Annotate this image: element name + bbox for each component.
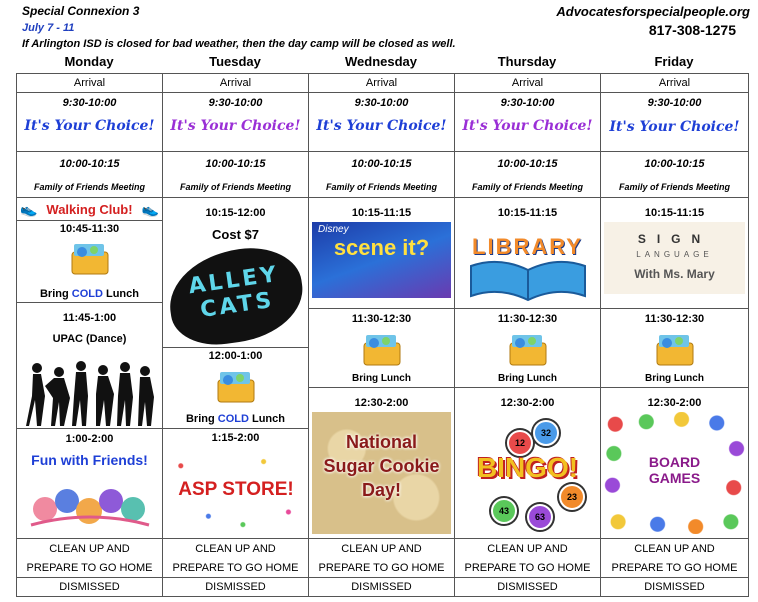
- dismissed-tuesday: DISMISSED: [162, 577, 309, 597]
- friends-jumping-icon: [25, 479, 155, 531]
- thursday-bingo: [454, 387, 601, 539]
- library-label: LIBRARY: [472, 234, 583, 259]
- upac-label: UPAC (Dance): [52, 333, 127, 345]
- sneaker-icon: 👟: [141, 201, 159, 217]
- thursday-library: [454, 197, 601, 309]
- bingo-ball: 43: [491, 498, 517, 524]
- choice-label: It's Your Choice!: [462, 118, 593, 134]
- bingo-label: BINGO!: [476, 452, 579, 483]
- upac-time: 11:45-1:00: [62, 312, 117, 324]
- bingo-ball: 12: [507, 430, 533, 456]
- meeting-monday: [16, 151, 163, 198]
- monday-upac: [16, 302, 163, 429]
- choice-wednesday: [308, 92, 455, 152]
- lunch-time: 11:30-12:30: [351, 313, 412, 325]
- lunch-time: 11:30-12:30: [497, 313, 558, 325]
- sign-with: With Ms. Mary: [634, 267, 715, 281]
- fun-label: Fun with Friends!: [31, 452, 148, 468]
- day-header-friday: Friday: [654, 54, 694, 69]
- meeting-time: 10:00-10:15: [205, 158, 266, 170]
- lunch-time: 10:45-11:30: [59, 223, 120, 235]
- lunch-note: Bring COLD Lunch: [185, 413, 285, 425]
- meeting-time: 10:00-10:15: [351, 158, 412, 170]
- store-label: ASP STORE!: [178, 479, 294, 500]
- scene-it-box: [312, 222, 451, 298]
- dismissed-wednesday: DISMISSED: [308, 577, 455, 597]
- dismissed-monday: DISMISSED: [16, 577, 163, 597]
- cleanup-thursday: CLEAN UP AND PREPARE TO GO HOME: [454, 538, 601, 578]
- choice-tuesday: [162, 92, 309, 152]
- meeting-label: Family of Friends Meeting: [179, 182, 291, 192]
- sign-language-card: [604, 222, 745, 294]
- lunchbox-icon: [506, 329, 550, 369]
- meeting-label: Family of Friends Meeting: [325, 182, 437, 192]
- lunch-note: Bring Lunch: [645, 373, 704, 384]
- friday-lunch: [600, 308, 749, 388]
- day-header-monday: Monday: [64, 54, 114, 69]
- choice-time: 9:30-10:00: [647, 97, 702, 109]
- lunch-note: Bring Lunch: [498, 373, 557, 384]
- cleanup-monday: CLEAN UP AND PREPARE TO GO HOME: [16, 538, 163, 578]
- store-time: 1:15-2:00: [211, 432, 260, 444]
- lunch-note: Bring COLD Lunch: [39, 288, 139, 300]
- cookie-label: National Sugar Cookie Day!: [323, 432, 440, 500]
- lunchbox-icon: [653, 329, 697, 369]
- meeting-time: 10:00-10:15: [644, 158, 705, 170]
- monday-fun: [16, 428, 163, 539]
- choice-time: 9:30-10:00: [500, 97, 555, 109]
- arrival-tuesday: Arrival: [162, 73, 309, 93]
- choice-thursday: [454, 92, 601, 152]
- friday-sign-language: [600, 197, 749, 309]
- board-time: 12:30-2:00: [647, 397, 702, 409]
- board-games-image: [604, 412, 745, 534]
- alley-cats-logo: [163, 241, 308, 348]
- phone-number: 817-308-1275: [648, 22, 736, 38]
- tuesday-store: [162, 428, 309, 539]
- library-time: 10:15-11:15: [497, 207, 558, 219]
- thursday-lunch: [454, 308, 601, 388]
- arrival-thursday: Arrival: [454, 73, 601, 93]
- walking-club-label: Walking Club!: [46, 202, 133, 217]
- wednesday-scene-it: [308, 197, 455, 309]
- sign-subtitle: LANGUAGE: [636, 250, 713, 259]
- alley-cost: Cost $7: [212, 227, 259, 242]
- sugar-cookie-image: [312, 412, 451, 534]
- cleanup-wednesday: CLEAN UP AND PREPARE TO GO HOME: [308, 538, 455, 578]
- lunchbox-icon: [68, 238, 112, 278]
- choice-label: It's Your Choice!: [609, 119, 740, 135]
- tuesday-lunch: [162, 347, 309, 429]
- sneaker-icon: 👟: [20, 201, 38, 217]
- scene-it-logo: scene it?: [333, 235, 430, 260]
- bingo-ball: 23: [559, 484, 585, 510]
- monday-lunch: [16, 220, 163, 303]
- arrival-wednesday: Arrival: [308, 73, 455, 93]
- fun-time: 1:00-2:00: [65, 433, 114, 445]
- day-header-tuesday: Tuesday: [209, 54, 261, 69]
- lunch-time: 11:30-12:30: [644, 313, 705, 325]
- choice-label: It's Your Choice!: [170, 118, 301, 134]
- meeting-friday: [600, 151, 749, 198]
- open-book-icon: [463, 256, 593, 302]
- weather-notice: If Arlington ISD is closed for bad weather, then the day camp will be closed as well.: [22, 38, 456, 50]
- choice-label: It's Your Choice!: [316, 118, 447, 134]
- arrival-friday: Arrival: [600, 73, 749, 93]
- meeting-time: 10:00-10:15: [497, 158, 558, 170]
- dismissed-friday: DISMISSED: [600, 577, 749, 597]
- bingo-time: 12:30-2:00: [500, 397, 555, 409]
- day-header-wednesday: Wednesday: [344, 54, 417, 69]
- scene-time: 10:15-11:15: [351, 207, 412, 219]
- meeting-label: Family of Friends Meeting: [618, 182, 730, 192]
- arrival-monday: Arrival: [16, 73, 163, 93]
- wednesday-lunch: [308, 308, 455, 388]
- cookie-time: 12:30-2:00: [354, 397, 409, 409]
- wednesday-cookie: [308, 387, 455, 539]
- cleanup-tuesday: CLEAN UP AND PREPARE TO GO HOME: [162, 538, 309, 578]
- day-header-thursday: Thursday: [497, 54, 557, 69]
- choice-monday: [16, 92, 163, 152]
- website[interactable]: Advocatesforspecialpeople.org: [556, 4, 750, 19]
- alley-time: 10:15-12:00: [205, 207, 266, 219]
- choice-friday: [600, 92, 749, 152]
- lunch-note: Bring Lunch: [352, 373, 411, 384]
- choice-label: It's Your Choice!: [24, 118, 155, 134]
- camp-title: Special Connexion 3: [22, 4, 140, 18]
- camp-dates: July 7 - 11: [22, 22, 75, 34]
- choice-time: 9:30-10:00: [354, 97, 409, 109]
- walking-club: [16, 197, 163, 221]
- board-line2: GAMES: [648, 470, 701, 486]
- meeting-wednesday: [308, 151, 455, 198]
- meeting-time: 10:00-10:15: [59, 158, 120, 170]
- lunchbox-icon: [214, 366, 258, 406]
- lunch-time: 12:00-1:00: [208, 350, 263, 362]
- choice-time: 9:30-10:00: [208, 97, 263, 109]
- choice-time: 9:30-10:00: [62, 97, 117, 109]
- alley-cats-text: ALLEY CATS: [187, 261, 281, 323]
- dismissed-thursday: DISMISSED: [454, 577, 601, 597]
- friday-board-games: [600, 387, 749, 539]
- disney-brand: Disney: [318, 224, 349, 235]
- meeting-thursday: [454, 151, 601, 198]
- tuesday-alley-cats: [162, 197, 309, 348]
- lunchbox-icon: [360, 329, 404, 369]
- cleanup-friday: CLEAN UP AND PREPARE TO GO HOME: [600, 538, 749, 578]
- meeting-label: Family of Friends Meeting: [33, 182, 145, 192]
- sign-title: SIGN: [637, 232, 712, 246]
- board-line1: BOARD: [648, 454, 701, 470]
- confetti-banner: [167, 449, 305, 533]
- meeting-tuesday: [162, 151, 309, 198]
- sign-time: 10:15-11:15: [644, 207, 705, 219]
- bingo-ball: 63: [527, 504, 553, 530]
- bingo-ball: 32: [533, 420, 559, 446]
- dancers-silhouette-icon: [25, 358, 155, 428]
- meeting-label: Family of Friends Meeting: [471, 182, 583, 192]
